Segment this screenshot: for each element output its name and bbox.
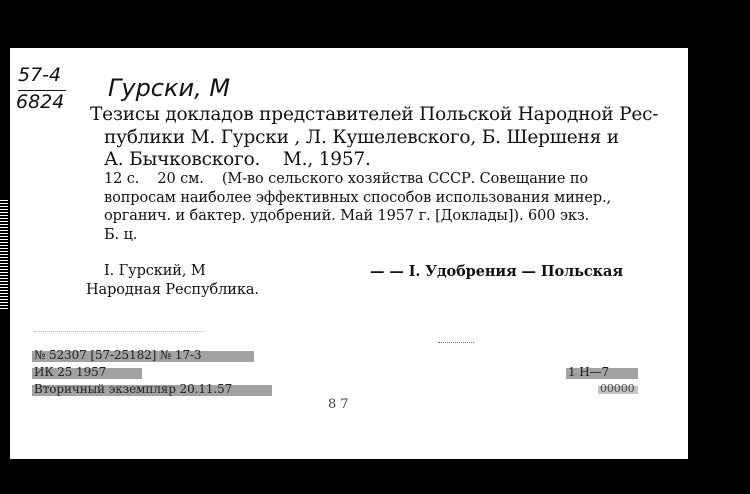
- footer-right-line-2: 00000: [600, 382, 635, 395]
- footer-mid-mark: 8 7: [328, 397, 349, 412]
- footer-left-line-3: Вторичный экземпляр 20.11.57: [34, 382, 233, 396]
- title-line-2: публики М. Гурски , Л. Кушелевского, Б. Шершеня и: [104, 127, 619, 148]
- faint-mark: [438, 342, 474, 343]
- description-line-3: органич. и бактер. удобрений. Май 1957 г. [Доклады]). 600 экз.: [104, 208, 590, 224]
- title-line-3: А. Бычковского. М., 1957.: [104, 149, 371, 170]
- subject-heading-continued: Народная Республика.: [86, 282, 259, 298]
- description-line-4: Б. ц.: [104, 227, 138, 243]
- catalog-card: [10, 48, 688, 459]
- handwritten-author: Гурски, М: [108, 74, 231, 102]
- footer-left-line-2: ИК 25 1957: [34, 365, 107, 379]
- call-number-line2: 6824: [16, 91, 65, 113]
- call-number-line1: 57-4: [18, 64, 62, 86]
- faint-mark: [34, 331, 204, 332]
- subject-heading: — — I. Удобрения — Польская: [370, 263, 623, 280]
- title-line-1: Тезисы докладов представителей Польской Народной Рес-: [90, 104, 659, 125]
- footer-right-line-1: 1 Н—7: [568, 365, 610, 379]
- footer-left-line-1: № 52307 [57-25182] № 17-3: [34, 348, 202, 362]
- added-entry: I. Гурский, М: [104, 263, 206, 279]
- description-line-1: 12 с. 20 см. (М-во сельского хозяйства СССР. Совещание по: [104, 171, 589, 187]
- scan-edge-strip: [0, 200, 8, 310]
- description-line-2: вопросам наиболее эффективных способов использования минер.,: [104, 190, 612, 206]
